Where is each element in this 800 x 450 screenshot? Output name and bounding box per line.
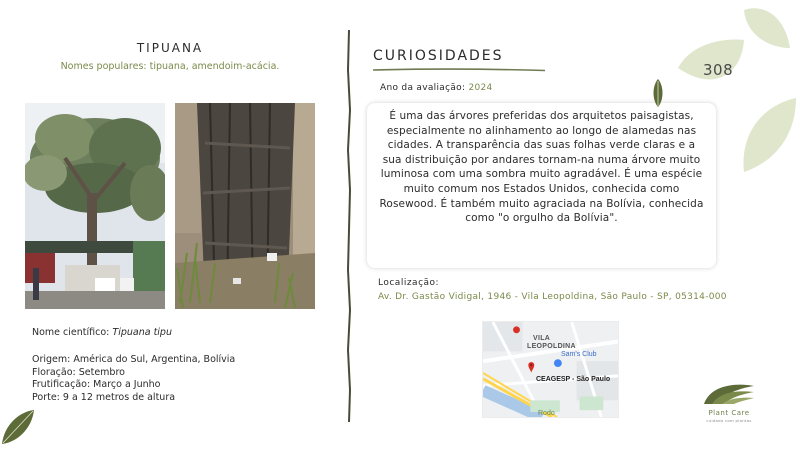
leaf-icon-bottom-left xyxy=(0,408,36,446)
tree-facts xyxy=(32,354,235,404)
map-label-leopoldina: LEOPOLDINA xyxy=(527,343,576,350)
curiosities-card xyxy=(367,103,716,268)
eval-label: Ano da avaliação: xyxy=(380,83,466,93)
leaf-icon-right xyxy=(740,96,798,174)
plant-care-logo-icon xyxy=(700,380,758,408)
leaf-icon-small xyxy=(650,78,666,108)
map-label-rodo: Rodo xyxy=(538,410,555,417)
scientific-name xyxy=(32,327,172,338)
page-number: 308 xyxy=(703,61,734,79)
heading-underline xyxy=(373,67,545,73)
tree-name: TIPUANA xyxy=(136,41,204,55)
location-map[interactable] xyxy=(482,321,619,418)
location-label: Localização: xyxy=(378,278,440,288)
fruiting: Frutificação: Março a Junho xyxy=(32,379,161,390)
map-label-vila: VILA xyxy=(533,335,551,342)
scientific-label: Nome científico: xyxy=(32,327,110,338)
eval-year: 2024 xyxy=(468,83,493,93)
popular-names: Nomes populares: tipuana, amendoim-acácia. xyxy=(60,61,280,72)
location-address: Av. Dr. Gastão Vidigal, 1946 - Vila Leopoldina, São Paulo - SP, 05314-000 xyxy=(378,292,727,302)
tree-canopy-photo xyxy=(25,103,165,309)
curiosities-text: É uma das árvores preferidas dos arquitetos paisagistas, especialmente no alinhamento ao longo de alamedas nas cidades. A transparência das suas folhas verde claras e a sua distribuição por andares tornam-na numa árvore muito luminosa com uma sombra muito agradável. É uma espécie muito comum nos Estados Unidos, conhecida como Rosewood. É também muito agraciada na Bolívia, conhecida como "o orgulho da Bolívia". xyxy=(379,110,704,225)
column-divider xyxy=(346,30,352,422)
brand-name: Plant Care xyxy=(708,409,750,417)
flowering: Floração: Setembro xyxy=(32,366,125,378)
leaf-icon-top-right xyxy=(740,4,792,52)
origin: Origem: América do Sul, Argentina, Bolívia xyxy=(32,354,236,365)
evaluation-year xyxy=(380,83,493,93)
size: Porte: 9 a 12 metros de altura xyxy=(32,391,176,403)
tree-trunk-photo xyxy=(175,103,315,309)
brand-tagline: cuidado com plantas xyxy=(706,418,752,423)
map-label-ceagesp: CEAGESP - São Paulo xyxy=(536,376,611,383)
scientific-value: Tipuana tipu xyxy=(112,327,172,338)
curiosities-heading: CURIOSIDADES xyxy=(373,48,504,64)
map-label-sams: Sam's Club xyxy=(561,351,597,358)
